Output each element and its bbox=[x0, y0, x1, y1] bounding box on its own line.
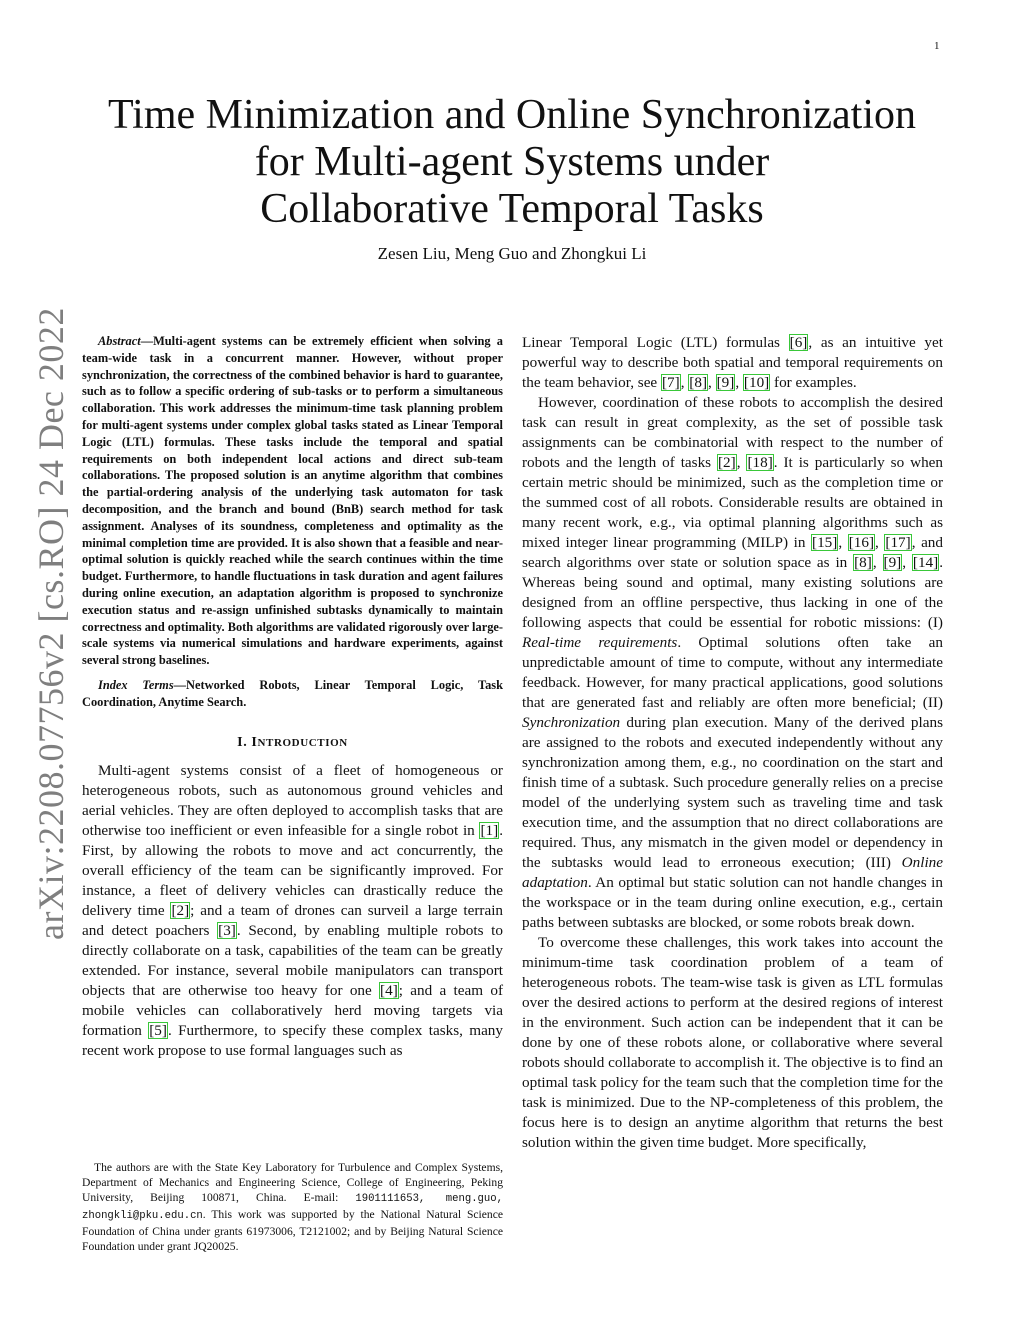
citation-link[interactable]: [8] bbox=[689, 374, 708, 391]
citation-link[interactable]: [14] bbox=[912, 554, 939, 571]
index-terms bbox=[82, 677, 503, 711]
citation-link[interactable]: [2] bbox=[171, 901, 190, 919]
author-list: Zesen Liu, Meng Guo and Zhongkui Li bbox=[377, 244, 647, 263]
text-run: for examples. bbox=[770, 374, 857, 391]
text-run: ; and a team of drones can surveil a large terrain and detect poachers bbox=[82, 901, 504, 939]
text-run: Linear Temporal Logic (LTL) formulas bbox=[522, 334, 789, 351]
text-run: . Second, by enabling multiple robots to directly collaborate on a task, capabilities of the team can be greatly extended. For instance, several mobile manipulators can transport objects that are otherwise too heavy for one bbox=[82, 921, 503, 999]
abstract bbox=[82, 333, 503, 669]
abstract-label: Abstract bbox=[98, 334, 141, 348]
citation-link[interactable]: [5] bbox=[149, 1021, 167, 1039]
title-line: for Multi-agent Systems under bbox=[254, 139, 770, 185]
section-numeral: I. bbox=[237, 734, 252, 750]
citation-link[interactable]: [8] bbox=[854, 554, 872, 571]
text-run: . It is particularly so when certain metric should be minimized, such as the completion time or the summed cost of all robots. Considerable results are obtained in many recent work, e.g., via optimal planning algorithms such as mixed integer linear programming (MILP) in bbox=[522, 454, 943, 551]
section-title-rest: NTRODUCTION bbox=[257, 736, 348, 749]
section-initial: I bbox=[251, 734, 258, 750]
citation-link[interactable]: [9] bbox=[716, 374, 735, 391]
citation-link[interactable]: [6] bbox=[789, 334, 808, 351]
text-run: during plan execution. Many of the derived plans are assigned to the robots and executed independently without any synchronization among them, e.g., no coordination on the start and finish time of a subtask. Such procedure generally relies on a precise model of the underlying system such as traveling time and task execution time, and the assumption that no direct collaborations are required. Thus, any mismatch in the given model or dependency in the subtasks would lead to erroneous execution; (III) bbox=[522, 714, 943, 871]
text-run: , and search algorithms over state or solution space as in bbox=[522, 534, 943, 571]
text-run: . Whereas being sound and optimal, many existing solutions are designed from an offline perspective, thus lacking in one of the following aspects that could be essential for robotic missions: (I) bbox=[522, 554, 944, 631]
text-run: . Optimal solutions often take an unpredictable amount of time to compute, without any intermediate feedback. However, for many practical applications, good solutions that are generated fast and reliably are often more beneficial; (II) bbox=[522, 634, 943, 711]
text-run: , as an intuitive yet powerful way to describe both spatial and temporal requirements on the team behavior, see bbox=[522, 334, 943, 391]
text-run: . First, by allowing the robots to move and act concurrently, the overall efficiency of the team can be significantly improved. For instance, a fleet of delivery vehicles can drastically reduce the delivery time bbox=[82, 821, 503, 919]
page-number: 1 bbox=[934, 40, 940, 52]
citation-link[interactable]: [10] bbox=[743, 374, 770, 391]
citation-link[interactable]: [3] bbox=[218, 921, 236, 939]
emphasis-term: Online adaptation bbox=[522, 854, 943, 891]
text-run: The authors are with the State Key Laboratory for Turbulence and Complex Systems, Department of Mechanics and Engineering Science, College of Engineering, Peking University, Beijing 100871, China. E-mail: bbox=[82, 1161, 503, 1204]
author-footnote bbox=[82, 1160, 503, 1254]
index-terms-text: —Networked Robots, Linear Temporal Logic, Task Coordination, Anytime Search. bbox=[82, 677, 503, 709]
section-heading-introduction bbox=[82, 733, 503, 753]
intro-paragraph-continued: Linear Temporal Logic (LTL) formulas [6], as an intuitive yet powerful way to describe both spatial and temporal requirements on the team behavior, see [7], [8], [9], [10] for examples. bbox=[522, 334, 943, 391]
citation-link[interactable]: [15] bbox=[812, 534, 838, 551]
right-column bbox=[522, 333, 943, 1153]
email-addresses[interactable]: 1901111653, meng.guo, zhongkli@pku.edu.cn bbox=[82, 1193, 503, 1222]
paper-title bbox=[60, 92, 964, 233]
citation-link[interactable]: [16] bbox=[848, 534, 875, 551]
intro-paragraph-1 bbox=[82, 761, 503, 1061]
title-line: Time Minimization and Online Synchronization bbox=[107, 92, 917, 138]
intro-paragraph-2: However, coordination of these robots to accomplish the desired task can result in great complexity, as the set of possible task assignments can be combinatorial with respect to the number of robots and the length of tasks [2], [18]. It is particularly so when certain metric should be minimized, such as the completion time or the summed cost of all robots. Considerable results are obtained in many recent work, e.g., via optimal planning algorithms such as mixed integer linear programming (MILP) in [15], [16], [17], and search algorithms over state or solution space as in [8], [9], [14]. Whereas being sound and optimal, many existing solutions are designed from an offline perspective, thus lacking in one of the following aspects that could be essential for robotic missions: (I) Real-time requirements. Optimal solutions often take an unpredictable amount of time to compute, without any intermediate feedback. However, for many practical applications, good solutions that are generated fast and reliably are often more beneficial; (II) Synchronization during plan execution. Many of the derived plans are assigned to the robots and executed independently without any synchronization among them, e.g., no coordination on the start and finish time of a subtask. Such procedure generally relies on a precise model of the underlying system such as traveling time and task execution time, and the assumption that no direct collaborations are required. Thus, any mismatch in the given model or dependency in the subtasks would lead to erroneous execution; (III) Online adaptation. An optimal but static solution can not handle changes in the workspace or in the team during online execution, e.g., certain paths between subtasks are blocked, or some robots break down. bbox=[522, 394, 944, 931]
arxiv-identifier[interactable]: arXiv:2208.07756v2 [cs.RO] 24 Dec 2022 bbox=[31, 307, 71, 940]
left-column bbox=[82, 333, 503, 1061]
citation-link[interactable]: [9] bbox=[883, 554, 902, 571]
abstract-text: —Multi-agent systems can be extremely efficient when solving a team-wide task in a concurrent manner. However, without proper synchronization, the correctness of the combined behavior is hard to guarantee, such as to follow a specific ordering of sub-tasks or to perform a simultaneous collaboration. This work addresses the minimum-time task planning problem for multi-agent systems under complex global tasks stated as Linear Temporal Logic (LTL) formulas. These tasks include the temporal and spatial requirements on both independent local actions and direct sub-team collaborations. The proposed solution is an anytime algorithm that combines the partial-ordering analysis of the underlying task automaton for task decomposition, and the branch and bound (BnB) search method for task assignment. Analyses of its soundness, completeness and optimality as the minimal completion time are provided. It is also shown that a feasible and near-optimal solution is quickly reached while the search continues within the time budget. Furthermore, to handle fluctuations in task duration and agent failures during online execution, an adaptation algorithm is proposed to synchronize execution status and re-assign unfinished subtasks dynamically to maintain correctness and optimality. Both algorithms are validated rigorously over large-scale systems via numerical simulations and hardware experiments, against several strong baselines. bbox=[82, 334, 504, 668]
citation-link[interactable]: [18] bbox=[747, 454, 773, 471]
text-run: ; and a team of mobile vehicles can collaboratively herd moving targets via formation bbox=[82, 981, 503, 1039]
text-run: However, coordination of these robots to accomplish the desired task can result in great complexity, as the set of possible task assignments can be combinatorial with respect to the number of robots and the length of tasks bbox=[522, 394, 943, 471]
citation-link[interactable]: [1] bbox=[480, 821, 499, 839]
text-run: . Furthermore, to specify these complex tasks, many recent work propose to use formal languages such as bbox=[82, 1021, 503, 1059]
intro-paragraph-3: To overcome these challenges, this work takes into account the minimum-time task coordination problem of a team of heterogeneous robots. The team-wise task is given as LTL formulas over the desired actions to perform at the desired regions of interest in the environment. Such action can be independent that it can be done by one of these robots alone, or collaborative where several robots should collaborate to accomplish it. The objective is to find an optimal task policy for the team such that the completion time for the task is minimized. Due to the NP-completeness of this problem, the focus here is to design an anytime algorithm that returns the best solution within the given time budget. More specifically, bbox=[522, 934, 943, 1151]
citation-link[interactable]: [4] bbox=[380, 981, 398, 999]
citation-link[interactable]: [7] bbox=[661, 374, 680, 391]
citation-link[interactable]: [2] bbox=[718, 454, 736, 471]
index-terms-label: Index Terms bbox=[98, 677, 174, 692]
text-run: . This work was supported by the National Natural Science Foundation of China under grants 61973006, T2121002; and by Beijing Natural Science Foundation under grant JQ20025. bbox=[82, 1208, 503, 1253]
citation-link[interactable]: [17] bbox=[885, 534, 911, 551]
text-run: . An optimal but static solution can not handle changes in the workspace or in the team during online execution, e.g., certain paths between subtasks are blocked, or some robots break down. bbox=[522, 874, 943, 931]
text-run: Multi-agent systems consist of a fleet of homogeneous or heterogeneous robots, such as autonomous ground vehicles and aerial vehicles. They are often deployed to accomplish tasks that are otherwise too inefficient or even infeasible for a single robot in bbox=[82, 761, 503, 839]
emphasis-term: Synchronization bbox=[522, 714, 621, 731]
title-line: Collaborative Temporal Tasks bbox=[260, 186, 764, 232]
emphasis-term: Real-time requirements bbox=[522, 634, 678, 651]
